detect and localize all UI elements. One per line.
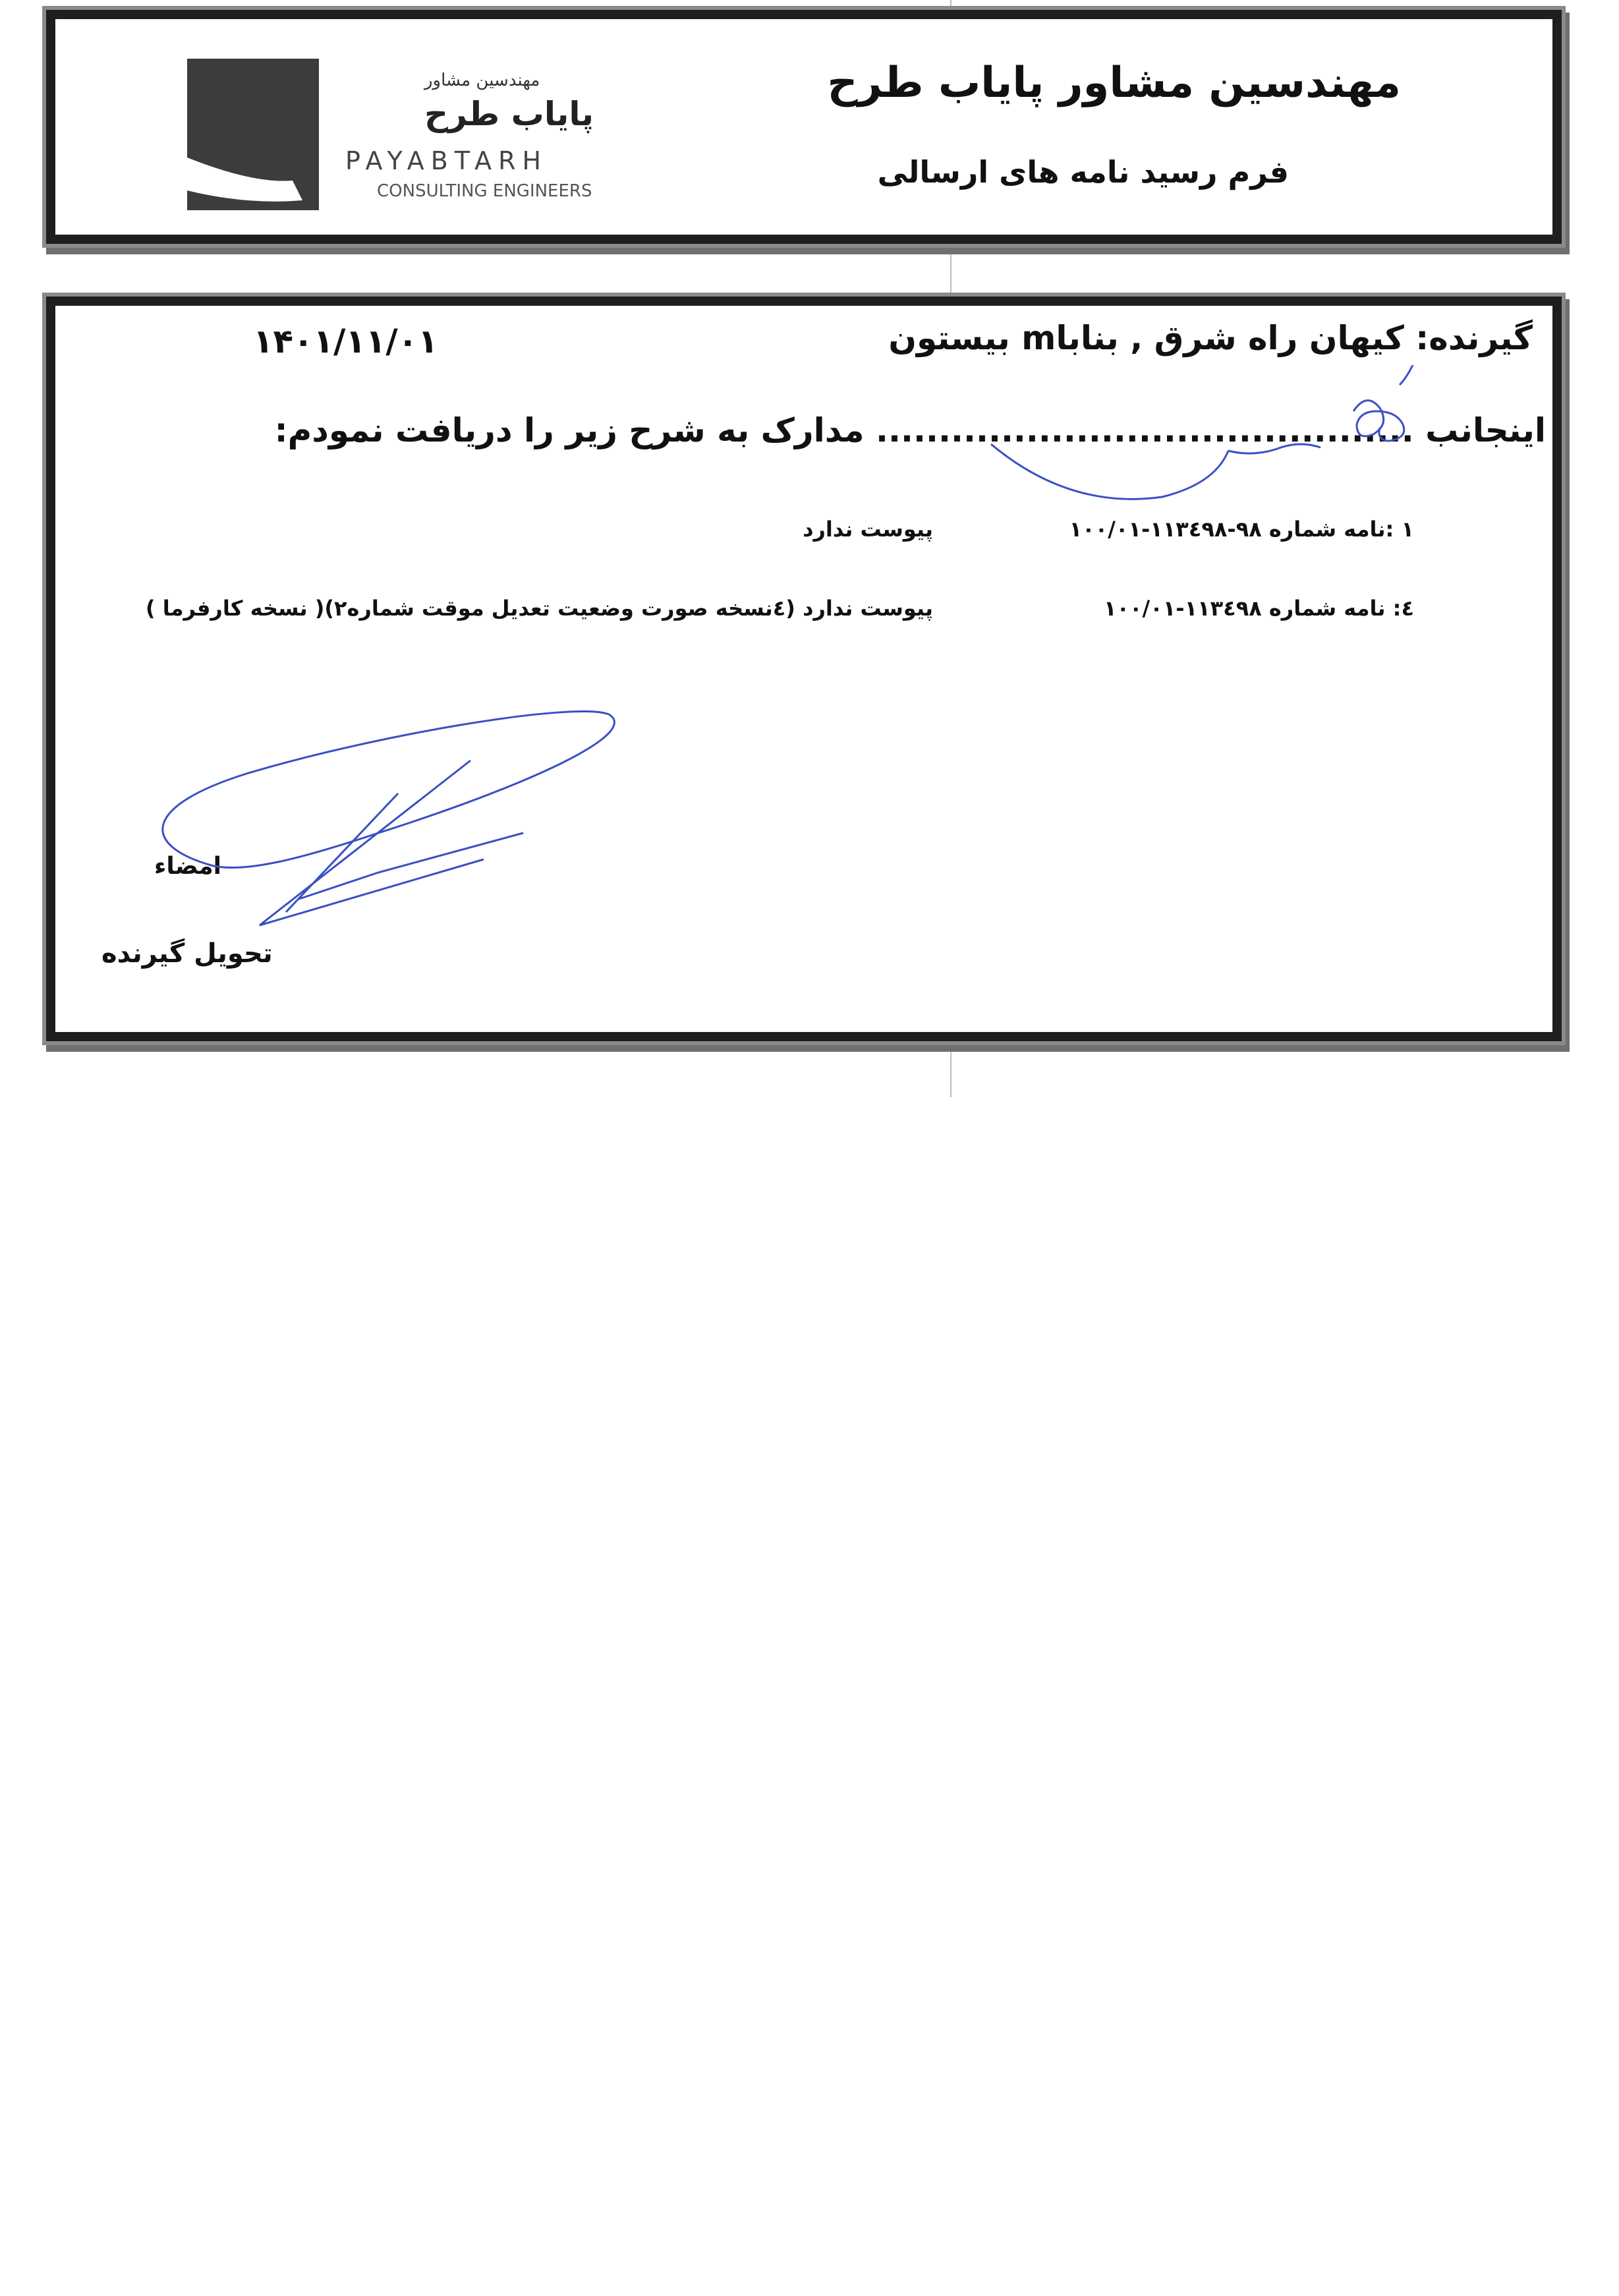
logo-english-subtitle: CONSULTING ENGINEERS [377,181,592,201]
logo-persian-name: پایاب طرح [424,95,594,133]
logo-mark-icon [187,59,319,210]
handwritten-signature [101,675,615,952]
item-1-label: ۱ :نامه شماره ۹۸-۱۱۳٤۹۸-۱۰۰/۰۱ [1069,517,1414,542]
recipient-line: گیرنده: کیهان راه شرق , بناباm بیستون [888,319,1533,357]
receipt-body-box [46,297,1562,1041]
item-2-note: پیوست ندارد (٤نسخه صورت وضعیت تعدیل موقت شماره۲)( نسخه کارفرما ) [145,596,933,621]
form-title: فرم رسید نامه های ارسالی [877,154,1289,190]
receiver-label: تحویل گیرنده [101,938,273,969]
date-value: ۱۴۰۱/۱۱/۰۱ [253,322,438,360]
intro-line: اینجانب ........................................... مدارک به شرح زیر را دریافت نمودم: [274,411,1546,449]
header-box [46,10,1562,244]
item-1-note: پیوست ندارد [803,517,933,542]
signature-label: امضاء [154,853,222,880]
logo-persian-small: مهندسین مشاور [424,71,540,90]
handwritten-initials-signature [978,365,1505,517]
logo-english-name: PAYABTARH [345,146,548,175]
company-title: مهندسین مشاور پایاب طرح [827,59,1401,107]
item-2-label: ٤: نامه شماره ۱۱۳٤۹۸-۱۰۰/۰۱ [1103,596,1414,621]
company-logo-icon [187,59,319,210]
